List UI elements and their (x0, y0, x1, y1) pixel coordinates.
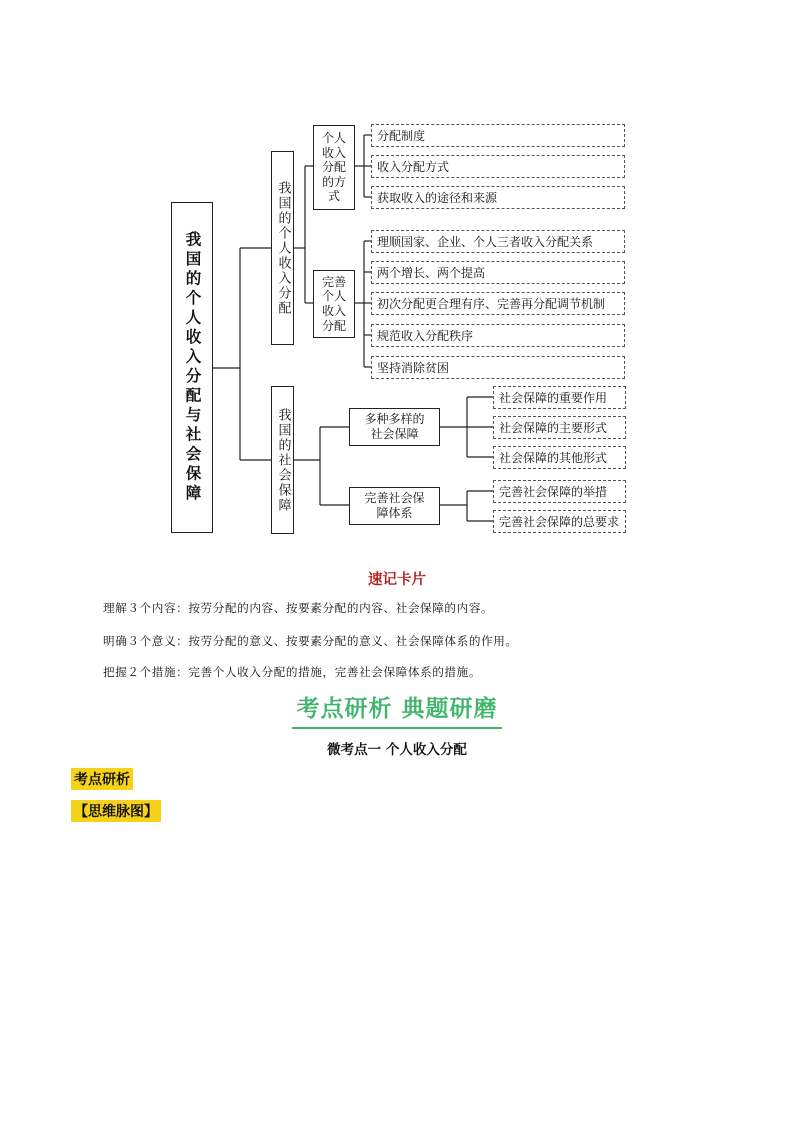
leaf-method-3: 获取收入的途径和来源 (371, 186, 625, 209)
node-security-system: 完善社会保障体系 (349, 487, 440, 525)
tag-analysis: 考点研析 (71, 768, 133, 790)
node-income-method: 个人收入分配的方式 (313, 125, 355, 210)
leaf-system-2: 完善社会保障的总要求 (493, 510, 626, 533)
branch-income: 我国的个人收入分配 (271, 151, 294, 345)
leaf-method-2: 收入分配方式 (371, 155, 625, 178)
card-line-3: 把握２个措施：完善个人收入分配的措施，完善社会保障体系的措施。 (103, 665, 482, 679)
node-security-diverse: 多种多样的社会保障 (349, 408, 440, 446)
section-banner (0, 690, 794, 729)
leaf-system-1: 完善社会保障的举措 (493, 480, 626, 503)
mindmap-root: 我国的个人收入分配与社会保障 (171, 202, 213, 533)
leaf-improve-5: 坚持消除贫困 (371, 356, 625, 379)
card-line-1: 理解３个内容：按劳分配的内容、按要素分配的内容、社会保障的内容。 (103, 601, 494, 615)
subsection-title: 微考点一 个人收入分配 (327, 742, 467, 758)
mind-map (0, 0, 794, 560)
node-income-improve: 完善个人收入分配 (313, 270, 355, 338)
section-banner-text: 考点研析 典题研磨 (292, 690, 501, 729)
leaf-improve-4: 规范收入分配秩序 (371, 324, 625, 347)
leaf-diverse-3: 社会保障的其他形式 (493, 446, 626, 469)
leaf-diverse-2: 社会保障的主要形式 (493, 416, 626, 439)
leaf-method-1: 分配制度 (371, 124, 625, 147)
leaf-improve-3: 初次分配更合理有序、完善再分配调节机制 (371, 292, 625, 315)
leaf-diverse-1: 社会保障的重要作用 (493, 386, 626, 409)
card-line-2: 明确３个意义：按劳分配的意义、按要素分配的意义、社会保障体系的作用。 (103, 634, 518, 648)
branch-security: 我国的社会保障 (271, 386, 294, 534)
card-title: 速记卡片 (368, 572, 426, 588)
leaf-improve-2: 两个增长、两个提高 (371, 261, 625, 284)
tag-mindmap: 【思维脉图】 (71, 800, 161, 822)
leaf-improve-1: 理顺国家、企业、个人三者收入分配关系 (371, 230, 625, 253)
